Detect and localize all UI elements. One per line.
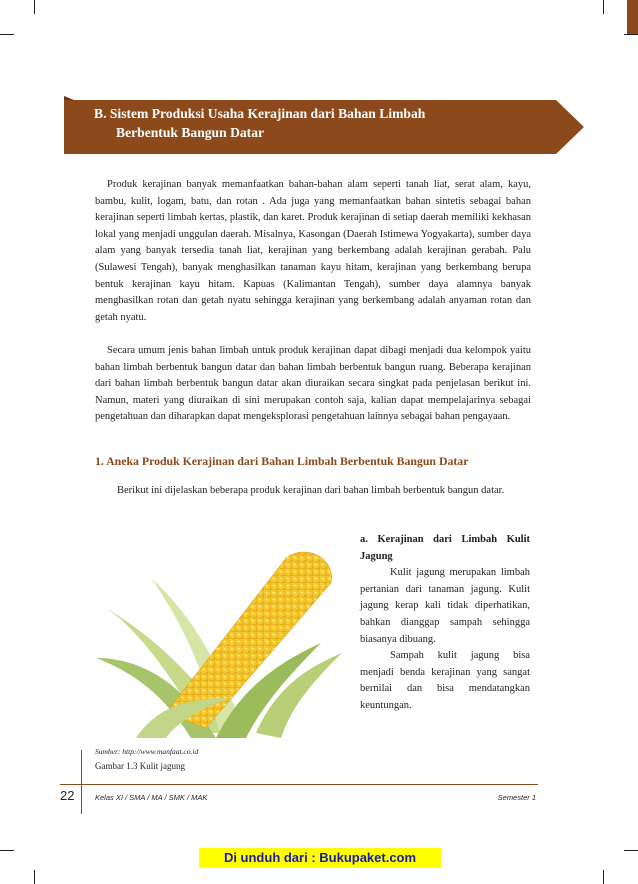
download-source-link[interactable]: Di unduh dari : Bukupaket.com bbox=[199, 848, 441, 868]
corn-image bbox=[96, 548, 342, 740]
paragraph-products-text: Berikut ini dijelaskan beberapa produk kerajinan dari bahan limbah berbentuk bangun datar. bbox=[117, 485, 505, 496]
crop-mark bbox=[624, 850, 638, 851]
chapter-tab bbox=[627, 0, 638, 34]
corn-husk-para1: Kulit jagung merupakan limbah pertanian dari tanaman jagung. Kulit jagung kerap kali tidak diperhatikan, bahkan dianggap sampah sehingga biasanya dibuang. bbox=[360, 567, 530, 645]
subsection-heading: 1. Aneka Produk Kerajinan dari Bahan Limbah Berbentuk Bangun Datar bbox=[95, 454, 469, 468]
footer-rule-vertical bbox=[81, 750, 82, 814]
corn-husk-para2: Sampah kulit jagung bisa menjadi benda kerajinan yang sangat bernilai dan bisa mendatangkan keuntungan. bbox=[360, 650, 530, 711]
crop-mark bbox=[624, 34, 638, 35]
crop-mark bbox=[0, 850, 14, 851]
corn-husk-title: a. Kerajinan dari Limbah Kulit Jagung bbox=[360, 534, 530, 562]
section-title-line2: Berbentuk Bangun Datar bbox=[116, 125, 265, 140]
crop-mark bbox=[34, 870, 35, 884]
paragraph-classification: Secara umum jenis bahan limbah untuk produk kerajinan dapat dibagi menjadi dua kelompok yaitu bahan limbah berbentuk bangun datar dan bahan limbah berbentuk bangun ruang. Beberapa kerajinan dari bahan limbah berbentuk bangun datar akan diuraikan secara singkat pada penjelasan berikut ini. Namun, materi yang diuraikan di sini merupakan contoh saja, kalian dapat mempelajarinya sebagai pengetahuan dan diharapkan dapat mengeksplorasi pengetahuan lainnya sebagai bahan pengayaan. bbox=[95, 345, 531, 423]
figure-caption: Gambar 1.3 Kulit jagung bbox=[95, 761, 185, 771]
corn-illustration bbox=[96, 548, 342, 740]
paragraph-intro: Produk kerajinan banyak memanfaatkan bahan-bahan alam seperti tanah liat, serat alam, kayu, bambu, kulit, logam, batu, dan rotan . Ada juga yang memanfaatkan bahan sintetis sebagai bahan kerajinan seperti limbah kertas, plastik, dan karet. Produk kerajinan di setiap daerah memiliki kekhasan lokal yang menjadi unggulan daerah. Misalnya, Kasongan (Daerah Istimewa Yogyakarta), sumber daya alam yang banyak tersedia tanah liat, kerajinan yang berkembang adalah kerajinan gerabah. Palu (Sulawesi Tengah), banyak menghasilkan tanaman kayu hitam, kerajinan yang berkembang berupa bentuk kerajinan kayu hitam. Kapuas (Kalimantan Tengah), sumber daya alamnya banyak menghasilkan rotan dan getah nyatu sehingga kerajinan yang berkembang adalah anyaman rotan dan getah nyatu. bbox=[95, 179, 531, 323]
crop-mark bbox=[0, 34, 14, 35]
crop-mark bbox=[603, 0, 604, 14]
footer-rule-horizontal bbox=[60, 784, 538, 785]
footer-class-label: Kelas XI / SMA / MA / SMK / MAK bbox=[95, 793, 208, 802]
crop-mark bbox=[34, 0, 35, 14]
section-title bbox=[94, 104, 564, 142]
section-title-line1: B. Sistem Produksi Usaha Kerajinan dari Bahan Limbah bbox=[94, 106, 426, 121]
page-number: 22 bbox=[60, 788, 75, 803]
image-source: Sumber: http://www.manfaat.co.id bbox=[95, 747, 199, 756]
paragraph-products bbox=[95, 483, 531, 500]
crop-mark bbox=[603, 870, 604, 884]
section-banner bbox=[64, 96, 584, 158]
corn-husk-text bbox=[360, 532, 530, 715]
footer-semester-label: Semester 1 bbox=[497, 793, 536, 802]
